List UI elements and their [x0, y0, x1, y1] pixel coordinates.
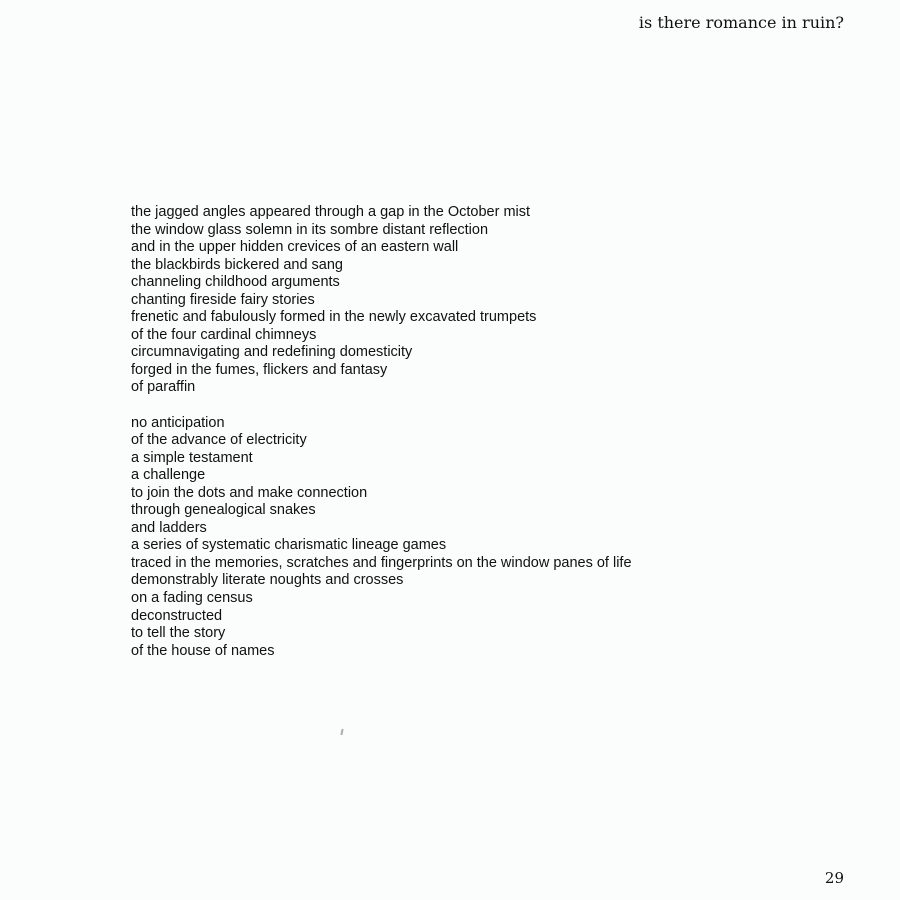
poem-line: of the four cardinal chimneys — [131, 326, 317, 343]
poem-line: demonstrably literate noughts and crosses — [131, 572, 404, 589]
poem-line: channeling childhood arguments — [131, 274, 340, 291]
page-number: 29 — [824, 869, 844, 887]
poem-line: of the advance of electricity — [131, 432, 307, 449]
poem-line: of the house of names — [131, 642, 275, 659]
poem-line: through genealogical snakes — [131, 502, 316, 519]
poem-line: frenetic and fabulously formed in the newly excavated trumpets — [131, 309, 537, 326]
poem-line: and ladders — [131, 519, 207, 536]
poem-line: circumnavigating and redefining domesticity — [131, 344, 413, 361]
poem-line: a challenge — [131, 467, 206, 484]
poem-line: chanting fireside fairy stories — [131, 291, 315, 308]
poem-line: deconstructed — [131, 607, 223, 624]
poem-stanza-1 — [131, 204, 632, 397]
poem-line: on a fading census — [131, 590, 253, 607]
poem-line: to join the dots and make connection — [131, 484, 368, 501]
poem-line: no anticipation — [131, 414, 225, 431]
poem-line: the jagged angles appeared through a gap in the October mist — [131, 204, 531, 220]
poem-line: and in the upper hidden crevices of an eastern wall — [131, 239, 459, 256]
poem-line: the blackbirds bickered and sang — [131, 256, 343, 273]
poem-line: a series of systematic charismatic lineage games — [131, 537, 447, 554]
poem-body — [131, 204, 632, 660]
poem-line: the window glass solemn in its sombre distant reflection — [131, 221, 489, 238]
poem-line: forged in the fumes, flickers and fantasy — [131, 361, 388, 378]
poem-line: to tell the story — [131, 625, 226, 642]
running-head-title: is there romance in ruin? — [638, 13, 844, 32]
poem-line: of paraffin — [131, 379, 196, 396]
paper-speck — [340, 729, 343, 735]
poem-line: traced in the memories, scratches and fingerprints on the window panes of life — [131, 554, 632, 571]
poem-stanza-2 — [131, 415, 632, 661]
poem-line: a simple testament — [131, 449, 253, 466]
